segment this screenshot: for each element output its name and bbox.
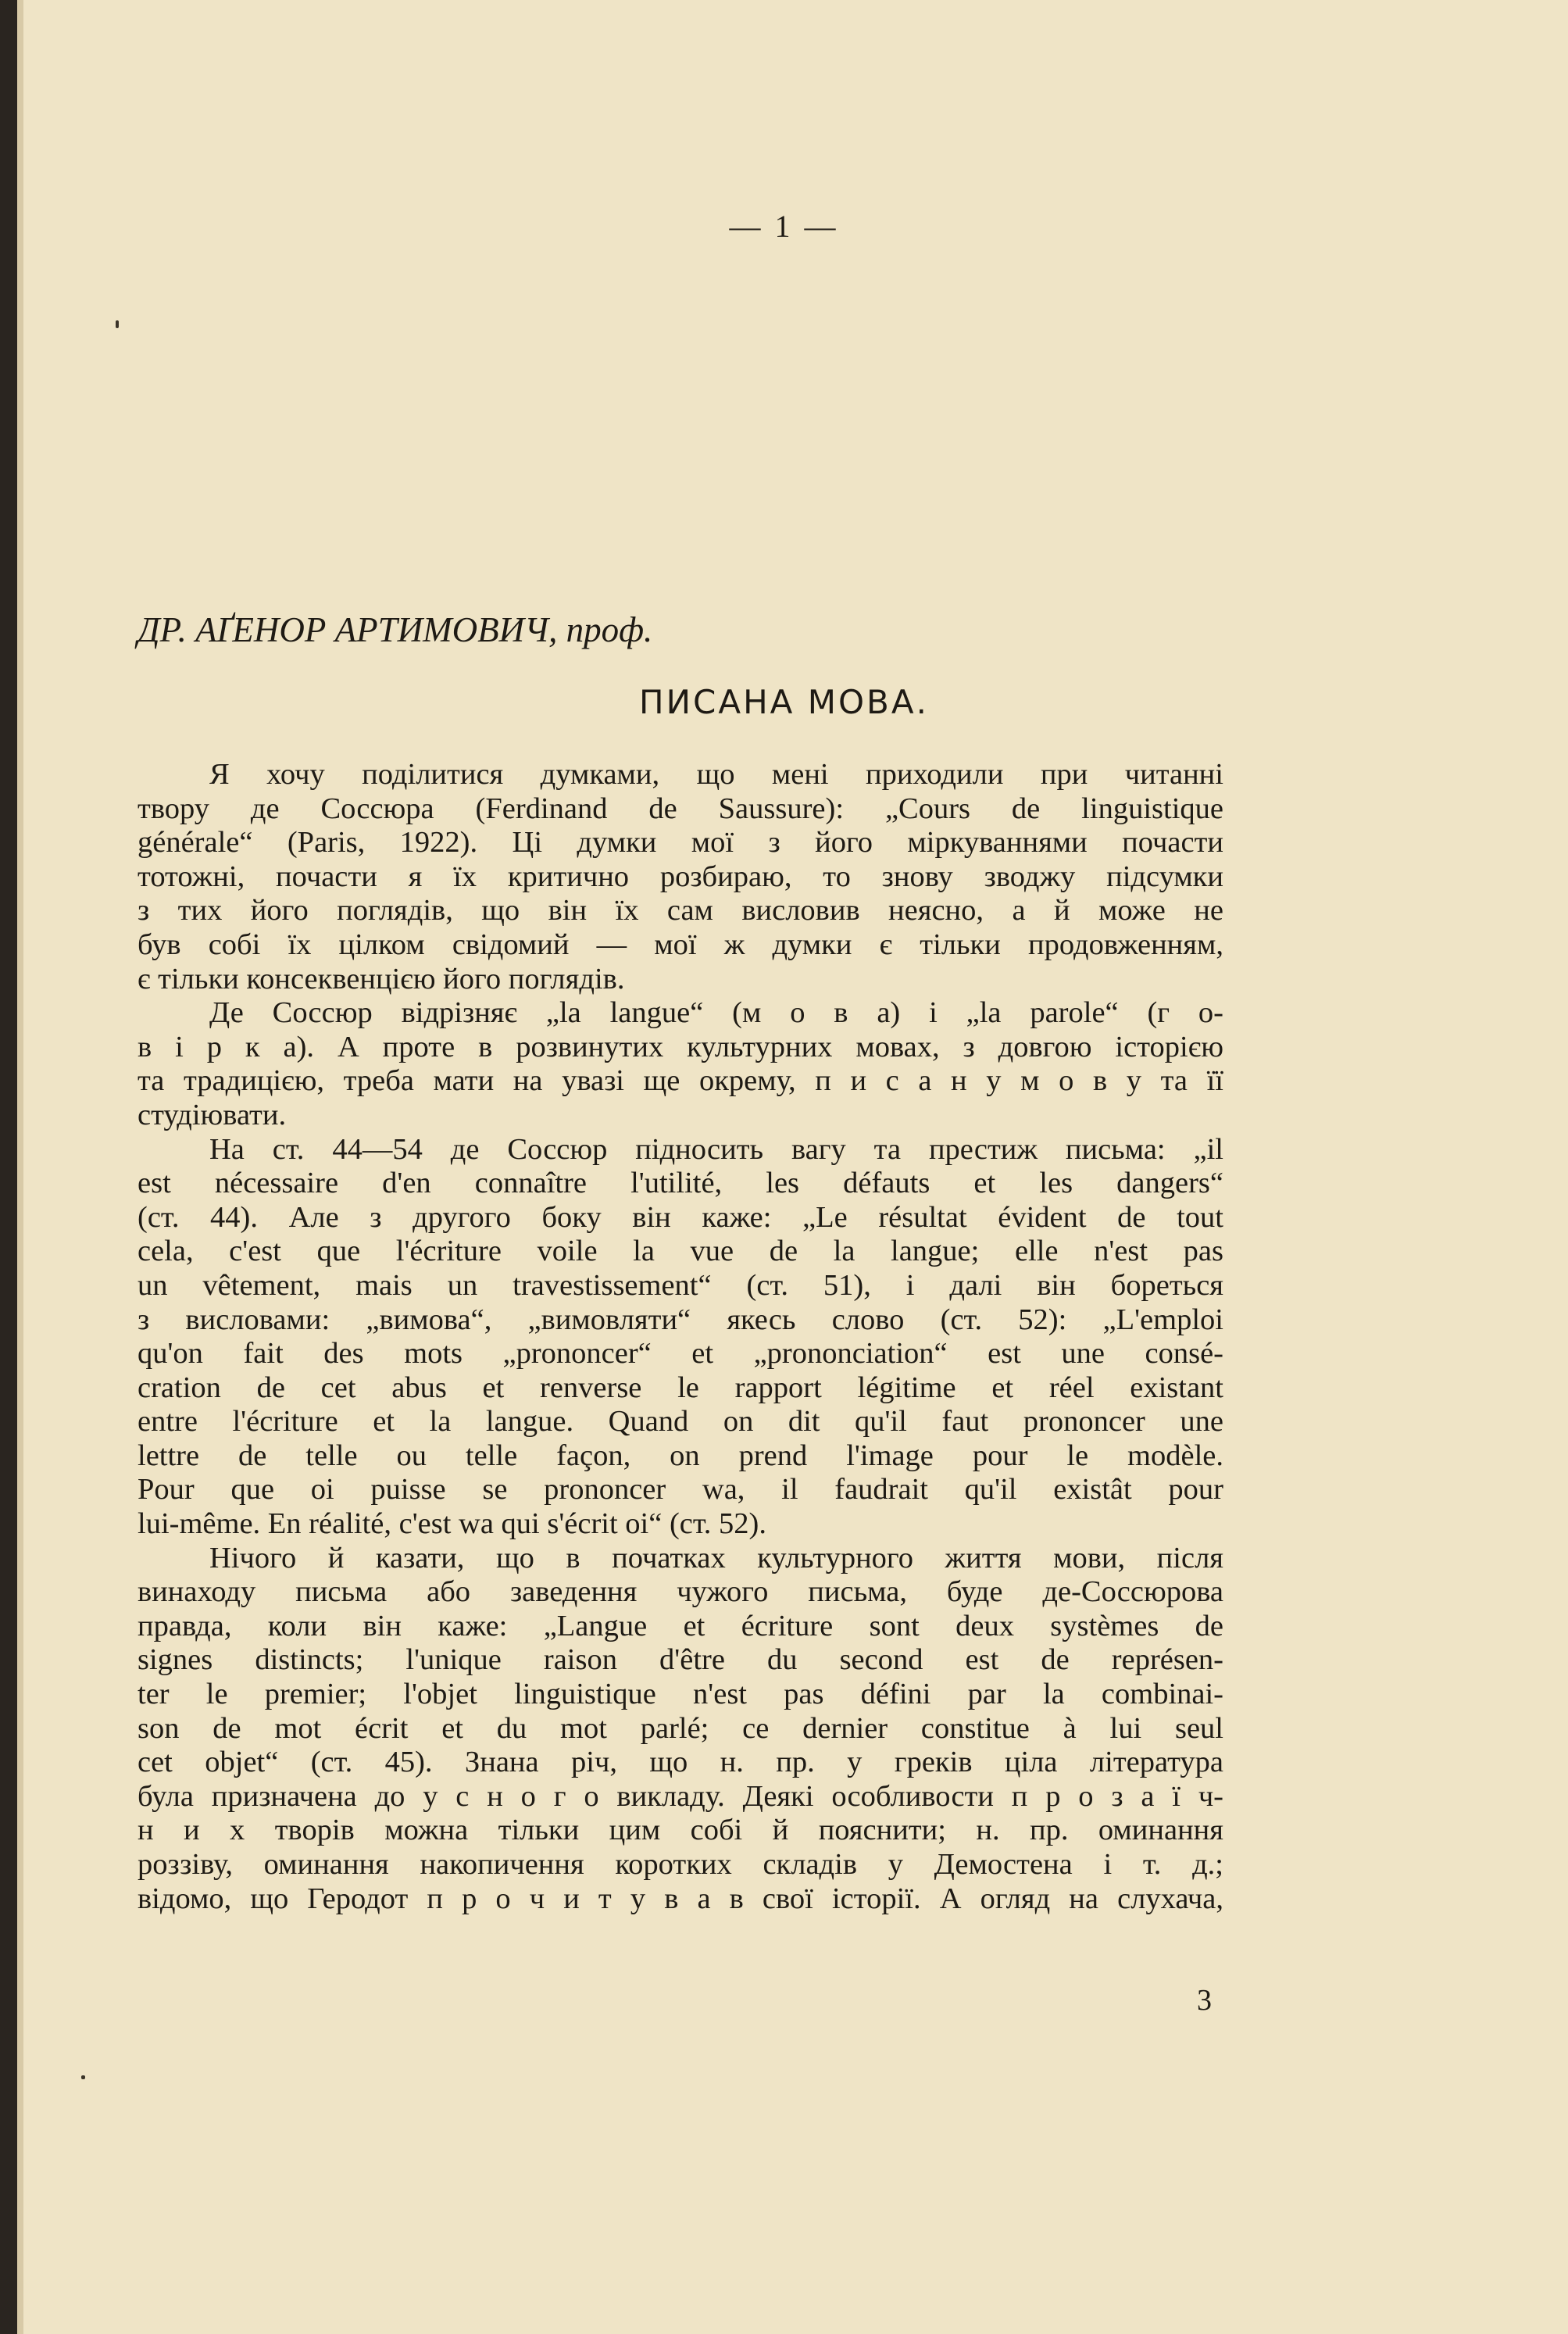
text-line: твору де Соссюра (Ferdinand de Saussure): „Cours de linguistique (138, 792, 1223, 825)
paragraph (138, 758, 1223, 996)
book-spine-shadow (0, 0, 17, 2334)
page-marker: — 1 — (729, 209, 839, 244)
text-line: На ст. 44—54 де Соссюр підносить вагу та престиж письма: „il (209, 1132, 1223, 1166)
paper-speck (81, 2075, 85, 2079)
text-line: студіювати. (138, 1098, 287, 1131)
text-line: н и х творів можна тільки цим собі й пояснити; н. пр. оминання (138, 1814, 1223, 1847)
text-line: винаходу письма або заведення чужого письма, буде де-Соссюрова (138, 1575, 1223, 1609)
text-line: в і р к а). А проте в розвинутих культурних мовах, з довгою історією (138, 1030, 1223, 1063)
text-line: тотожні, почасти я їх критично розбираю, то знову зводжу підсумки (138, 860, 1223, 893)
paragraph (138, 1542, 1223, 1917)
text-line: та традицією, треба мати на увазі ще окрему, п и с а н у м о в у та її (138, 1064, 1223, 1098)
text-line: entre l'écriture et la langue. Quand on dit qu'il faut prononcer une (138, 1405, 1223, 1439)
page-gutter (17, 0, 23, 2334)
text-line: роззіву, оминання накопичення коротких складів у Демостена і т. д.; (138, 1848, 1223, 1881)
text-line: була призначена до у с н о г о викладу. Деякі особливости п р о з а ї ч- (138, 1779, 1223, 1813)
article-title: ПИСАНА МОВА. (639, 683, 929, 721)
paragraph (138, 996, 1223, 1132)
text-line: Pour que oi puisse se prononcer wa, il faudrait qu'il existât pour (138, 1473, 1223, 1507)
text-line: (ст. 44). Але з другого боку він каже: „Le résultat évident de tout (138, 1200, 1223, 1234)
paragraph (138, 1133, 1223, 1542)
text-line: Я хочу поділитися думками, що мені приходили при читанні (209, 758, 1223, 791)
text-line: з тих його поглядів, що він їх сам висловив неясно, а й може не (138, 894, 1223, 928)
text-line: був собі їх цілком свідомий — мої ж думки є тільки продовженням, (138, 928, 1223, 961)
text-line: lui-même. En réalité, c'est wa qui s'écrit oi“ (ст. 52). (138, 1507, 766, 1541)
page-number: 3 (1197, 1984, 1212, 2017)
text-line: qu'on fait des mots „prononcer“ et „prononciation“ est une consé- (138, 1337, 1223, 1371)
article-body (138, 758, 1223, 1916)
text-line: ter le premier; l'objet linguistique n'est pas défini par la combinai- (138, 1678, 1223, 1711)
text-line: з висловами: „вимова“, „вимовляти“ якесь слово (ст. 52): „L'emploi (138, 1303, 1223, 1336)
text-line: Нічого й казати, що в початках культурного життя мови, після (209, 1541, 1223, 1574)
text-line: правда, коли він каже: „Langue et écriture sont deux systèmes de (138, 1609, 1223, 1642)
text-line: est nécessaire d'en connaître l'utilité, les défauts et les dangers“ (138, 1167, 1223, 1200)
author-line: ДР. АҐЕНОР АРТИМОВИЧ, проф. (138, 610, 653, 649)
text-line: lettre de telle ou telle façon, on prend l'image pour le modèle. (138, 1439, 1223, 1472)
text-line: відомо, що Геродот п р о ч и т у в а в свої історії. А огляд на слухача, (138, 1882, 1223, 1915)
text-line: є тільки консеквенцією його поглядів. (138, 962, 625, 995)
text-line: générale“ (Paris, 1922). Ці думки мої з його міркуваннями почасти (138, 826, 1223, 860)
text-line: signes distincts; l'unique raison d'être du second est de représen- (138, 1643, 1223, 1677)
text-line: son de mot écrit et du mot parlé; ce dernier constitue à lui seul (138, 1711, 1223, 1745)
paper-speck (116, 320, 119, 328)
text-line: Де Соссюр відрізняє „la langue“ (м о в а) і „la parole“ (г о- (209, 996, 1223, 1030)
text-line: un vêtement, mais un travestissement“ (ст. 51), і далі він бореться (138, 1268, 1223, 1302)
text-line: cet objet“ (ст. 45). Знана річ, що н. пр. у греків ціла література (138, 1746, 1223, 1779)
text-line: cration de cet abus et renverse le rapport légitime et réel existant (138, 1371, 1223, 1404)
text-line: cela, c'est que l'écriture voile la vue de la langue; elle n'est pas (138, 1235, 1223, 1268)
